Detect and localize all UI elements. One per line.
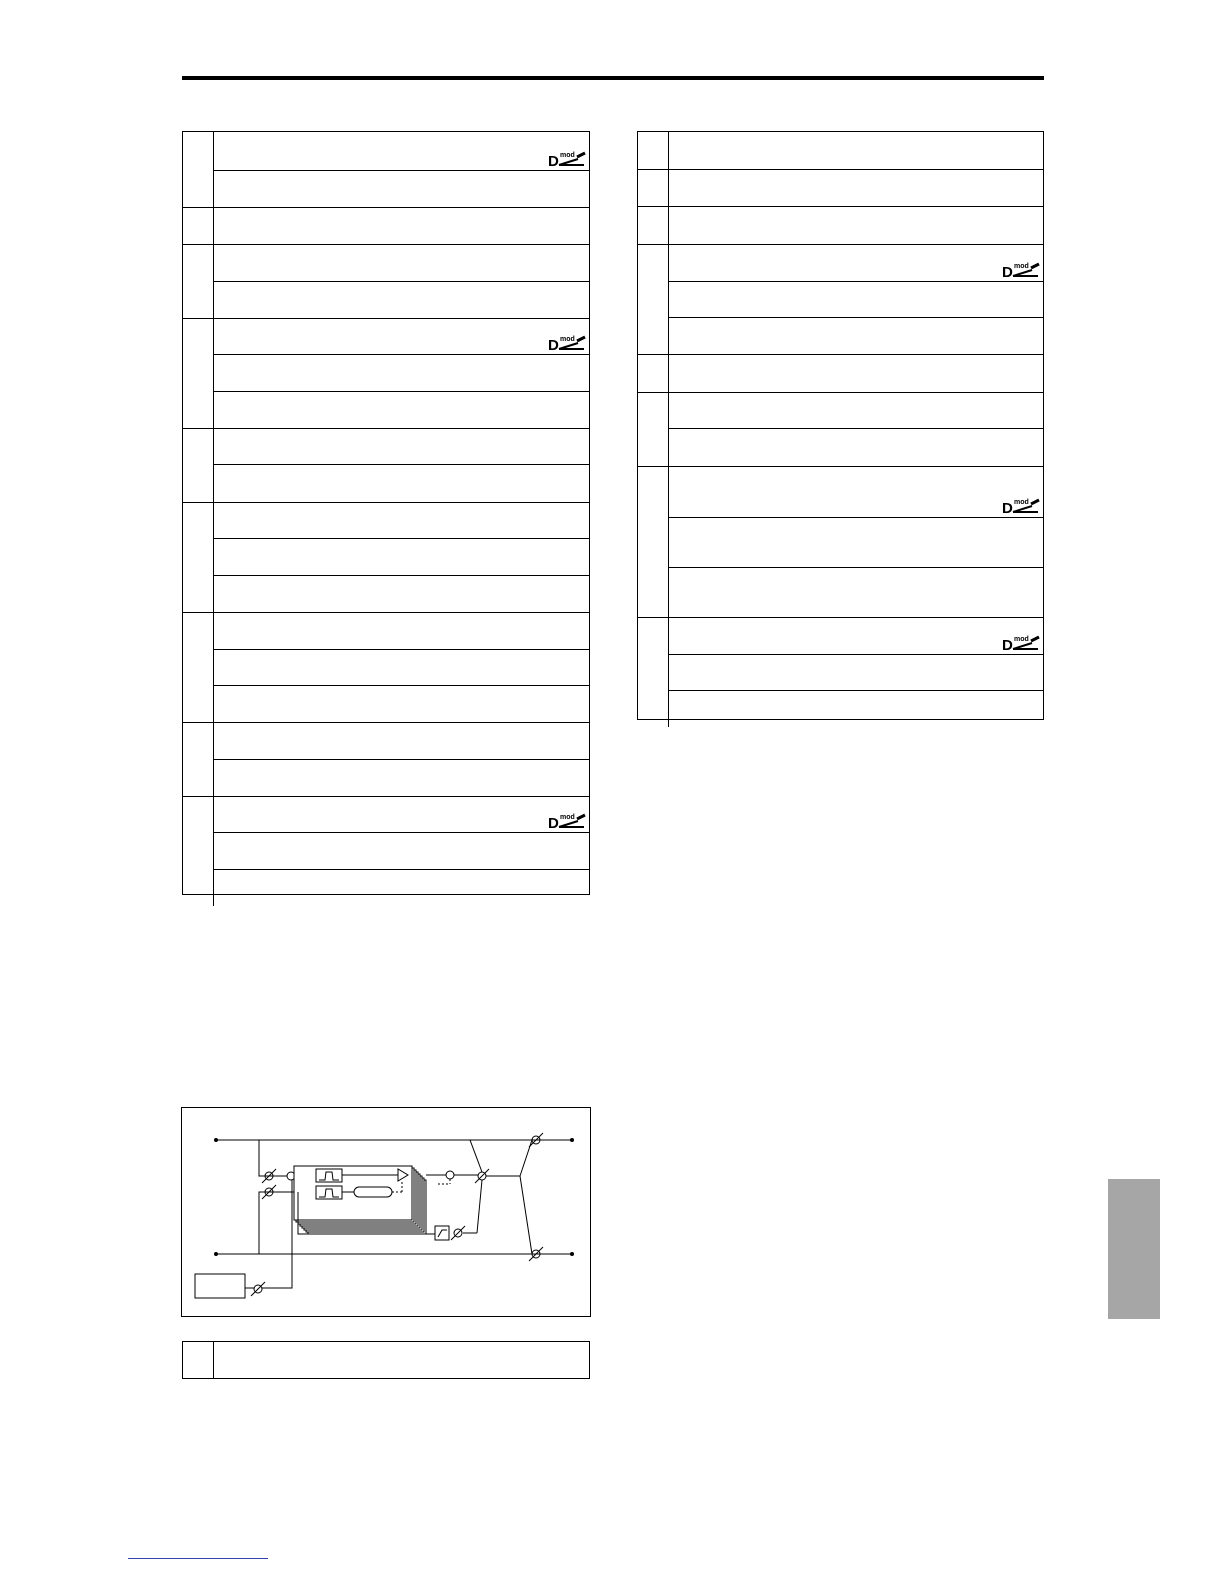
dmod-icon bbox=[548, 151, 586, 167]
parameter-row bbox=[214, 650, 589, 686]
dmod-icon bbox=[1002, 262, 1040, 278]
parameter-group bbox=[638, 132, 1043, 170]
group-number-cell bbox=[183, 797, 214, 906]
parameter-row bbox=[669, 429, 1043, 466]
parameter-group bbox=[183, 797, 589, 906]
parameter-row bbox=[214, 613, 589, 650]
right-parameter-table bbox=[637, 131, 1044, 720]
group-number-cell bbox=[183, 613, 214, 722]
input-l-terminal bbox=[215, 1139, 218, 1142]
parameter-row bbox=[669, 518, 1043, 568]
parameter-group bbox=[183, 319, 589, 429]
signal-flow-svg bbox=[182, 1108, 590, 1316]
parameter-group bbox=[183, 132, 589, 208]
envelope-follower-block bbox=[354, 1187, 392, 1197]
parameter-row bbox=[214, 1342, 589, 1378]
parameter-row bbox=[214, 870, 589, 906]
filter-icon bbox=[316, 1169, 342, 1182]
parameter-row bbox=[669, 655, 1043, 691]
parameter-row bbox=[669, 207, 1043, 244]
group-number-cell bbox=[183, 429, 214, 502]
left-parameter-table bbox=[182, 131, 590, 895]
input-r-terminal bbox=[215, 1253, 218, 1256]
lowpass-icon bbox=[435, 1226, 449, 1240]
svg-text:mod: mod bbox=[1014, 263, 1029, 270]
parameter-group bbox=[638, 393, 1043, 467]
parameter-row bbox=[214, 723, 589, 760]
group-number-cell bbox=[638, 245, 669, 354]
parameter-row bbox=[669, 282, 1043, 318]
svg-text:D: D bbox=[548, 153, 559, 167]
group-number-cell bbox=[638, 207, 669, 244]
parameter-row bbox=[669, 245, 1043, 282]
dmod-icon bbox=[548, 335, 586, 351]
parameter-group bbox=[183, 1342, 589, 1378]
parameter-group bbox=[638, 355, 1043, 393]
parameter-group bbox=[183, 429, 589, 503]
bottom-parameter-table bbox=[182, 1341, 590, 1379]
parameter-row bbox=[214, 319, 589, 355]
group-number-cell bbox=[638, 170, 669, 206]
output-r-terminal bbox=[571, 1253, 574, 1256]
svg-text:D: D bbox=[548, 815, 559, 829]
parameter-row bbox=[214, 833, 589, 870]
parameter-row bbox=[669, 691, 1043, 727]
parameter-row bbox=[669, 467, 1043, 518]
parameter-row bbox=[214, 282, 589, 318]
effect-block-diagram bbox=[181, 1107, 591, 1317]
group-number-cell bbox=[183, 132, 214, 207]
parameter-group bbox=[638, 467, 1043, 618]
dmod-icon bbox=[1002, 635, 1040, 651]
output-l-terminal bbox=[571, 1139, 574, 1142]
chapter-side-tab bbox=[1108, 1179, 1160, 1319]
group-number-cell bbox=[183, 208, 214, 244]
parameter-row bbox=[214, 576, 589, 612]
parameter-group bbox=[638, 245, 1043, 355]
group-number-cell bbox=[183, 245, 214, 318]
parameter-row bbox=[214, 245, 589, 282]
group-number-cell bbox=[638, 393, 669, 466]
svg-text:mod: mod bbox=[1014, 636, 1029, 643]
parameter-row bbox=[669, 132, 1043, 169]
parameter-row bbox=[214, 171, 589, 207]
parameter-group bbox=[183, 723, 589, 797]
parameter-group bbox=[183, 613, 589, 723]
dmod-icon bbox=[548, 813, 586, 829]
parameter-group bbox=[183, 245, 589, 319]
group-number-cell bbox=[638, 132, 669, 169]
parameter-row bbox=[669, 318, 1043, 354]
parameter-row bbox=[214, 760, 589, 796]
level-knob-icon bbox=[451, 1226, 465, 1240]
svg-text:mod: mod bbox=[1014, 499, 1029, 506]
parameter-row bbox=[214, 132, 589, 171]
svg-text:mod: mod bbox=[560, 152, 575, 159]
group-number-cell bbox=[183, 503, 214, 612]
header-rule bbox=[182, 76, 1044, 80]
group-number-cell bbox=[638, 618, 669, 727]
lfo-box bbox=[195, 1274, 245, 1298]
parameter-group bbox=[183, 503, 589, 613]
group-number-cell bbox=[183, 1342, 214, 1378]
parameter-group bbox=[638, 207, 1043, 245]
dmod-icon bbox=[1002, 498, 1040, 514]
tap-r-wire bbox=[259, 1192, 276, 1254]
parameter-row bbox=[214, 503, 589, 539]
parameter-row bbox=[214, 208, 589, 244]
parameter-row bbox=[669, 568, 1043, 617]
parameter-group bbox=[183, 208, 589, 245]
group-number-cell bbox=[638, 355, 669, 392]
svg-text:mod: mod bbox=[560, 814, 575, 821]
tap-l-wire bbox=[259, 1140, 276, 1176]
mixer-node-icon bbox=[446, 1171, 454, 1179]
parameter-group bbox=[638, 618, 1043, 727]
group-number-cell bbox=[638, 467, 669, 617]
svg-text:D: D bbox=[1002, 264, 1013, 278]
filter-icon bbox=[316, 1186, 342, 1199]
svg-text:D: D bbox=[1002, 500, 1013, 514]
footer-link-underline bbox=[128, 1558, 268, 1559]
svg-text:D: D bbox=[1002, 637, 1013, 651]
group-number-cell bbox=[183, 723, 214, 796]
parameter-row bbox=[214, 686, 589, 722]
parameter-row bbox=[214, 429, 589, 465]
group-number-cell bbox=[183, 319, 214, 428]
parameter-group bbox=[638, 170, 1043, 207]
parameter-row bbox=[214, 392, 589, 428]
parameter-row bbox=[669, 618, 1043, 655]
parameter-row bbox=[669, 170, 1043, 206]
level-knob-icon bbox=[251, 1282, 265, 1296]
parameter-row bbox=[214, 355, 589, 392]
parameter-row bbox=[214, 539, 589, 576]
parameter-row bbox=[214, 465, 589, 502]
svg-text:D: D bbox=[548, 337, 559, 351]
svg-text:mod: mod bbox=[560, 336, 575, 343]
parameter-row bbox=[669, 393, 1043, 429]
parameter-row bbox=[669, 355, 1043, 392]
parameter-row bbox=[214, 797, 589, 833]
